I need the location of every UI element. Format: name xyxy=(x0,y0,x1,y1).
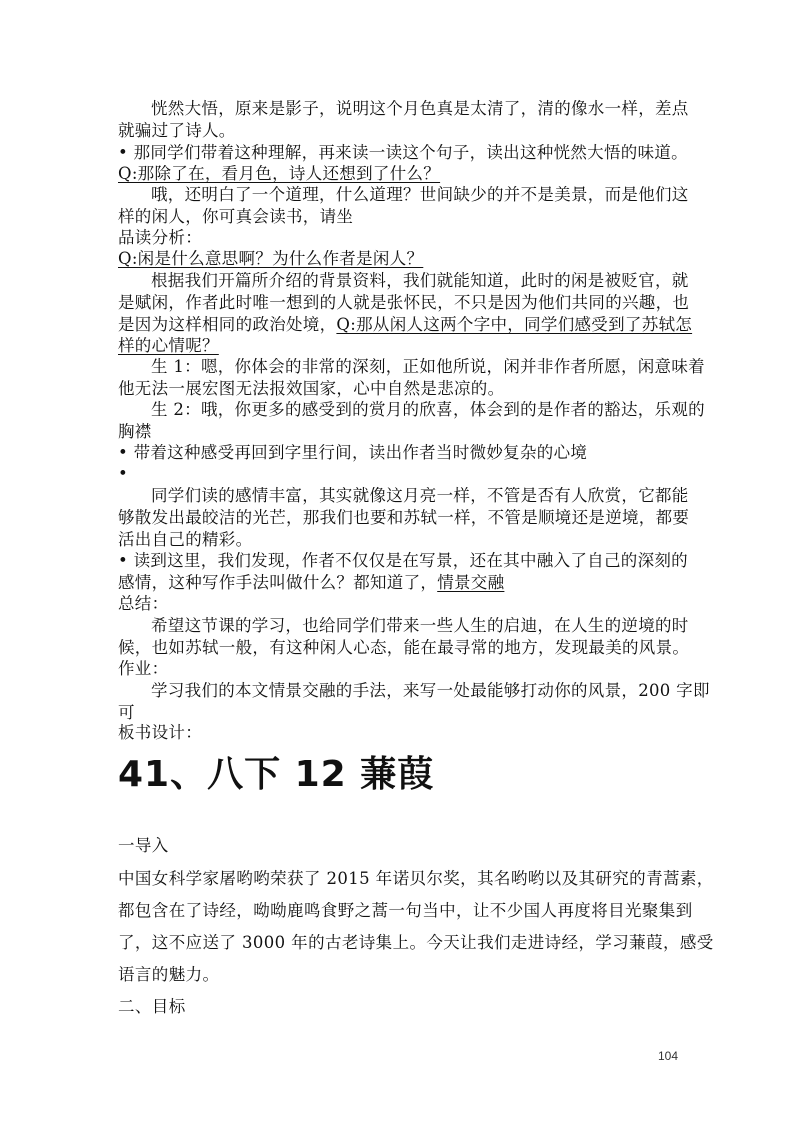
body-text: 是因为这样相同的政治处境， xyxy=(118,315,337,334)
section-line: 都包含在了诗经，呦呦鹿鸣食野之蒿一句当中，让不少国人再度将目光聚集到 xyxy=(118,901,693,920)
body-line: 恍然大悟，原来是影子，说明这个月色真是太清了，清的像水一样，差点 xyxy=(151,99,689,118)
body-line xyxy=(118,315,692,335)
body-line: 可 xyxy=(118,703,135,722)
body-line: 样的闲人，你可真会读书，请坐 xyxy=(118,207,354,226)
bullet-line: • 读到这里，我们发现，作者不仅仅是在写景，还在其中融入了自己的深刻的 xyxy=(118,551,688,570)
body-line: 胸襟 xyxy=(118,422,152,441)
section-line: 了，这不应送了 3000 年的古老诗集上。今天让我们走进诗经，学习蒹葭，感受 xyxy=(118,933,714,952)
section-title: 一导入 xyxy=(118,836,169,855)
subheading: 总结： xyxy=(118,594,169,613)
subheading: 品读分析： xyxy=(118,228,202,247)
question-line: Q:闲是什么意思啊？为什么作者是闲人？ xyxy=(118,249,424,268)
body-line: 他无法一展宏图无法报效国家，心中自然是悲凉的。 xyxy=(118,379,505,398)
question-line: Q:那除了在，看月色，诗人还想到了什么？ xyxy=(118,164,441,183)
subheading: 板书设计： xyxy=(118,723,202,742)
section-title: 二、目标 xyxy=(118,997,186,1016)
body-line: 根据我们开篇所介绍的背景资料，我们就能知道，此时的闲是被贬官，就 xyxy=(151,271,689,290)
lesson-heading: 41、八下 12 蒹葭 xyxy=(118,754,435,795)
term-text: 情景交融 xyxy=(437,573,505,592)
body-line: 同学们读的感情丰富，其实就像这月亮一样，不管是否有人欣赏，它都能 xyxy=(151,486,689,505)
body-line: 希望这节课的学习，也给同学们带来一些人生的启迪，在人生的逆境的时 xyxy=(151,616,689,635)
body-line: 够散发出最皎洁的光芒，那我们也要和苏轼一样，不管是顺境还是逆境，都要 xyxy=(118,508,690,527)
question-line: 样的心情呢？ xyxy=(118,336,219,355)
subheading: 作业： xyxy=(118,659,169,678)
body-line: 生 1：嗯，你体会的非常的深刻，正如他所说，闲并非作者所愿，闲意味着 xyxy=(151,357,705,376)
body-line: 是赋闲，作者此时唯一想到的人就是张怀民，不只是因为他们共同的兴趣，也 xyxy=(118,293,690,312)
section-line: 中国女科学家屠哟哟荣获了 2015 年诺贝尔奖，其名哟哟以及其研究的青蒿素， xyxy=(118,869,714,888)
bullet-line: • 带着这种感受再回到字里行间，读出作者当时微妙复杂的心境 xyxy=(118,443,588,462)
body-line: 哦，还明白了一个道理，什么道理？世间缺少的并不是美景，而是他们这 xyxy=(151,185,689,204)
section-line: 语言的魅力。 xyxy=(118,965,220,984)
body-text: 感情，这种写作手法叫做什么？都知道了， xyxy=(118,573,438,592)
body-line: 候，也如苏轼一般，有这种闲人心态，能在最寻常的地方，发现最美的风景。 xyxy=(118,638,690,657)
page-number: 104 xyxy=(657,1049,678,1063)
bullet-line: • 那同学们带着这种理解，再来读一读这个句子，读出这种恍然大悟的味道。 xyxy=(118,143,688,162)
body-line: 生 2：哦，你更多的感受到的赏月的欣喜，体会到的是作者的豁达，乐观的 xyxy=(151,400,705,419)
body-line: 就骗过了诗人。 xyxy=(118,121,236,140)
body-line: 活出自己的精彩。 xyxy=(118,530,253,549)
body-line xyxy=(118,573,504,593)
bullet-line: • xyxy=(118,464,129,483)
question-text: Q:那从闲人这两个字中，同学们感受到了苏轼怎 xyxy=(336,315,693,334)
body-line: 学习我们的本文情景交融的手法，来写一处最能够打动你的风景，200 字即 xyxy=(151,681,710,700)
